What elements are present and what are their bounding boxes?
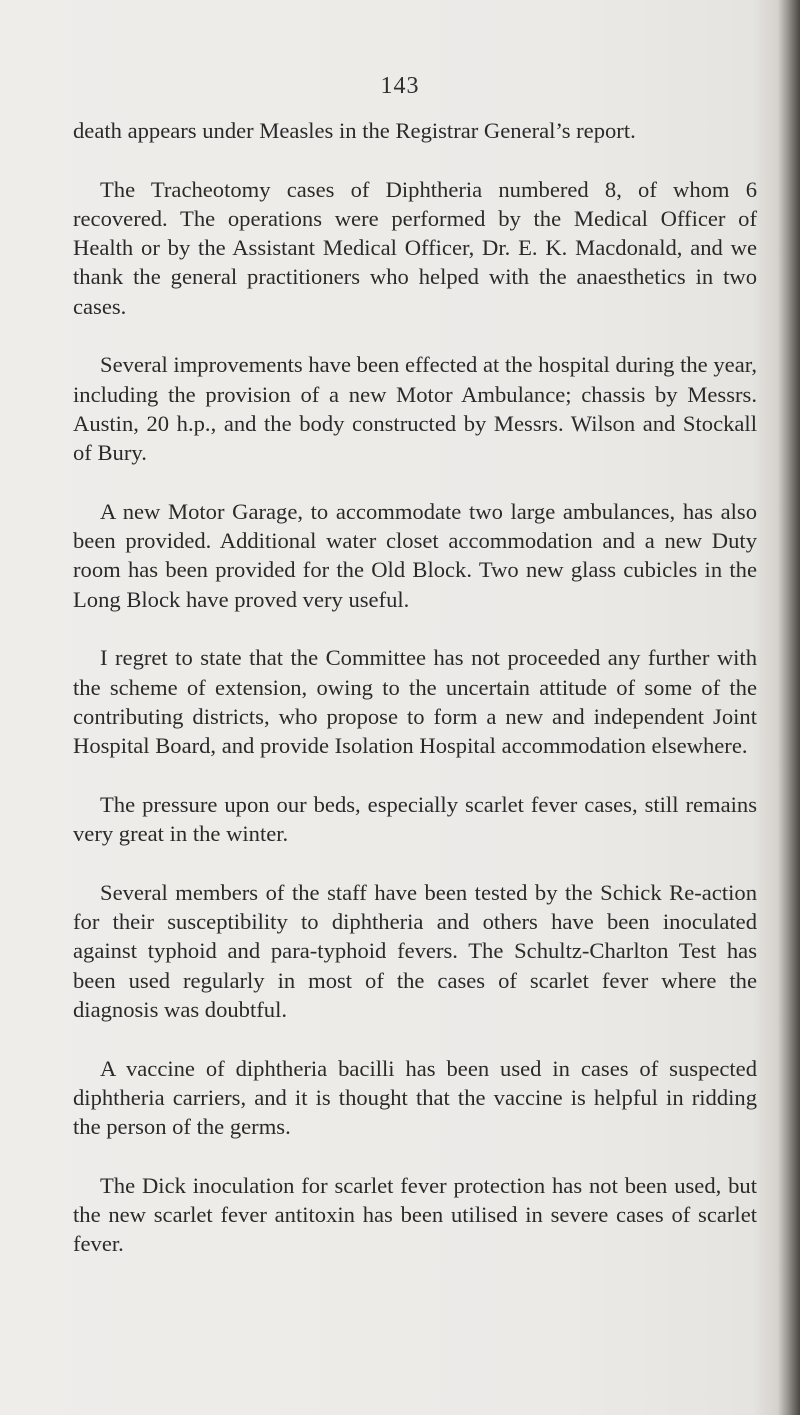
paragraph-bed-pressure: The pressure upon our beds, especially scarlet fever cases, still remains very great in the winter.	[73, 791, 757, 847]
paragraph-continuation: death appears under Measles in the Registrar General’s report.	[73, 118, 636, 143]
page-edge-shadow	[778, 0, 800, 1415]
paragraph-vaccine: A vaccine of diphtheria bacilli has been used in cases of suspected diphtheria carriers, and it is thought that the vaccine is helpful in ridding the person of the germs.	[73, 1055, 757, 1140]
body-text	[73, 116, 757, 1259]
page-number: 143	[380, 73, 420, 99]
paragraph-motor-garage: A new Motor Garage, to accommodate two large ambulances, has also been provided. Additional water closet accommodation and a new Duty room has been provided for the Old Block. Two new glass cubicles in the Long Block have proved very useful.	[73, 498, 757, 612]
paragraph-tracheotomy: The Tracheotomy cases of Diphtheria numbered 8, of whom 6 recovered. The operations were performed by the Medical Officer of Health or by the Assistant Medical Officer, Dr. E. K. Macdonald, and we thank the general practitioners who helped with the anaesthetics in two cases.	[73, 176, 757, 319]
paragraph-extension-scheme: I regret to state that the Committee has not proceeded any further with the scheme of extension, owing to the uncertain attitude of some of the contributing districts, who propose to form a new and independent Joint Hospital Board, and provide Isolation Hospital accommodation elsewhere.	[73, 645, 757, 759]
paragraph-improvements: Several improvements have been effected at the hospital during the year, including the provision of a new Motor Ambulance; chassis by Messrs. Austin, 20 h.p., and the body constructed by Messrs. Wilson and Stockall of Bury.	[73, 352, 757, 466]
paragraph-dick-inoculation: The Dick inoculation for scarlet fever protection has not been used, but the new scarlet fever antitoxin has been utilised in severe cases of scarlet fever.	[73, 1172, 757, 1257]
paragraph-staff-testing: Several members of the staff have been tested by the Schick Re-action for their susceptibility to diphtheria and others have been inoculated against typhoid and para-typhoid fevers. The Schultz-Charlton Test has been used regularly in most of the cases of scarlet fever where the diagnosis was doubtful.	[73, 879, 757, 1022]
